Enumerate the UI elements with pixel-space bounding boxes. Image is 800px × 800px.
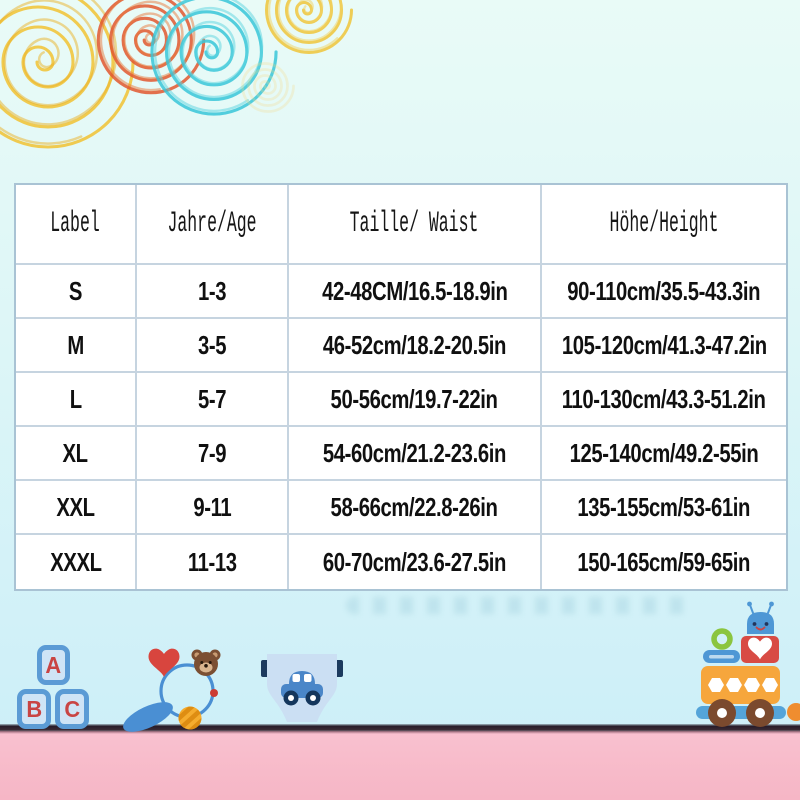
table-cell: 58-66cm/22.8-26in: [289, 481, 542, 535]
orange-ball-icon: [787, 703, 800, 721]
table-cell: 110-130cm/43.3-51.2in: [542, 373, 786, 427]
red-bead: [210, 689, 218, 697]
table-cell: 135-155cm/53-61in: [542, 481, 786, 535]
scribble-circle-icon: [253, 0, 363, 66]
table-cell: S: [16, 265, 137, 319]
header-cell-age: Jahre/Age: [137, 185, 289, 265]
letter-block-b-icon: B: [17, 689, 51, 729]
scribble-doodles-icon: [0, 0, 800, 210]
green-ring-icon: [714, 631, 730, 647]
pink-floor: [0, 731, 800, 800]
table-cell: 90-110cm/35.5-43.3in: [542, 265, 786, 319]
rattle-teether-icon: [118, 640, 230, 732]
heart-icon: [149, 649, 180, 677]
table-cell: 42-48CM/16.5-18.9in: [289, 265, 542, 319]
diaper-with-car-icon: [256, 645, 348, 730]
letter-block-c-icon: C: [55, 689, 89, 729]
toy-truck-icon: [690, 598, 800, 730]
scribble-circle-icon: [243, 64, 294, 112]
letter-block-a-icon: A: [37, 645, 70, 685]
header-cell-waist: Taille/ Waist: [289, 185, 542, 265]
table-cell: XXXL: [16, 535, 137, 589]
table-cell: 46-52cm/18.2-20.5in: [289, 319, 542, 373]
faint-watermark: [346, 597, 694, 614]
table-cell: 50-56cm/19.7-22in: [289, 373, 542, 427]
table-cell: 125-140cm/49.2-55in: [542, 427, 786, 481]
size-chart-table: [14, 183, 788, 591]
wheel-icon: [708, 699, 736, 727]
table-cell: 3-5: [137, 319, 289, 373]
table-cell: 9-11: [137, 481, 289, 535]
wheel-icon: [746, 699, 774, 727]
table-cell: 1-3: [137, 265, 289, 319]
rattle-handle: [119, 696, 177, 732]
table-cell: 150-165cm/59-65in: [577, 546, 751, 577]
table-cell: 7-9: [137, 427, 289, 481]
table-cell: 105-120cm/41.3-47.2in: [542, 319, 786, 373]
table-cell: 54-60cm/21.2-23.6in: [289, 427, 542, 481]
header-cell-height: Höhe/Height: [542, 185, 786, 265]
heart-block-icon: [741, 636, 779, 663]
table-cell: M: [16, 319, 137, 373]
blue-bar-stripe: [709, 655, 734, 659]
table-cell: XXL: [16, 481, 137, 535]
table-cell: 11-13: [137, 535, 289, 589]
table-cell: 60-70cm/23.6-27.5in: [289, 535, 542, 589]
teddy-bear-icon: [192, 650, 221, 677]
truck-body: [701, 666, 780, 704]
header-cell-label: Label: [16, 185, 137, 265]
table-cell: XL: [16, 427, 137, 481]
table-cell: 5-7: [137, 373, 289, 427]
robot-head-icon: [747, 602, 774, 634]
table-cell: L: [16, 373, 137, 427]
